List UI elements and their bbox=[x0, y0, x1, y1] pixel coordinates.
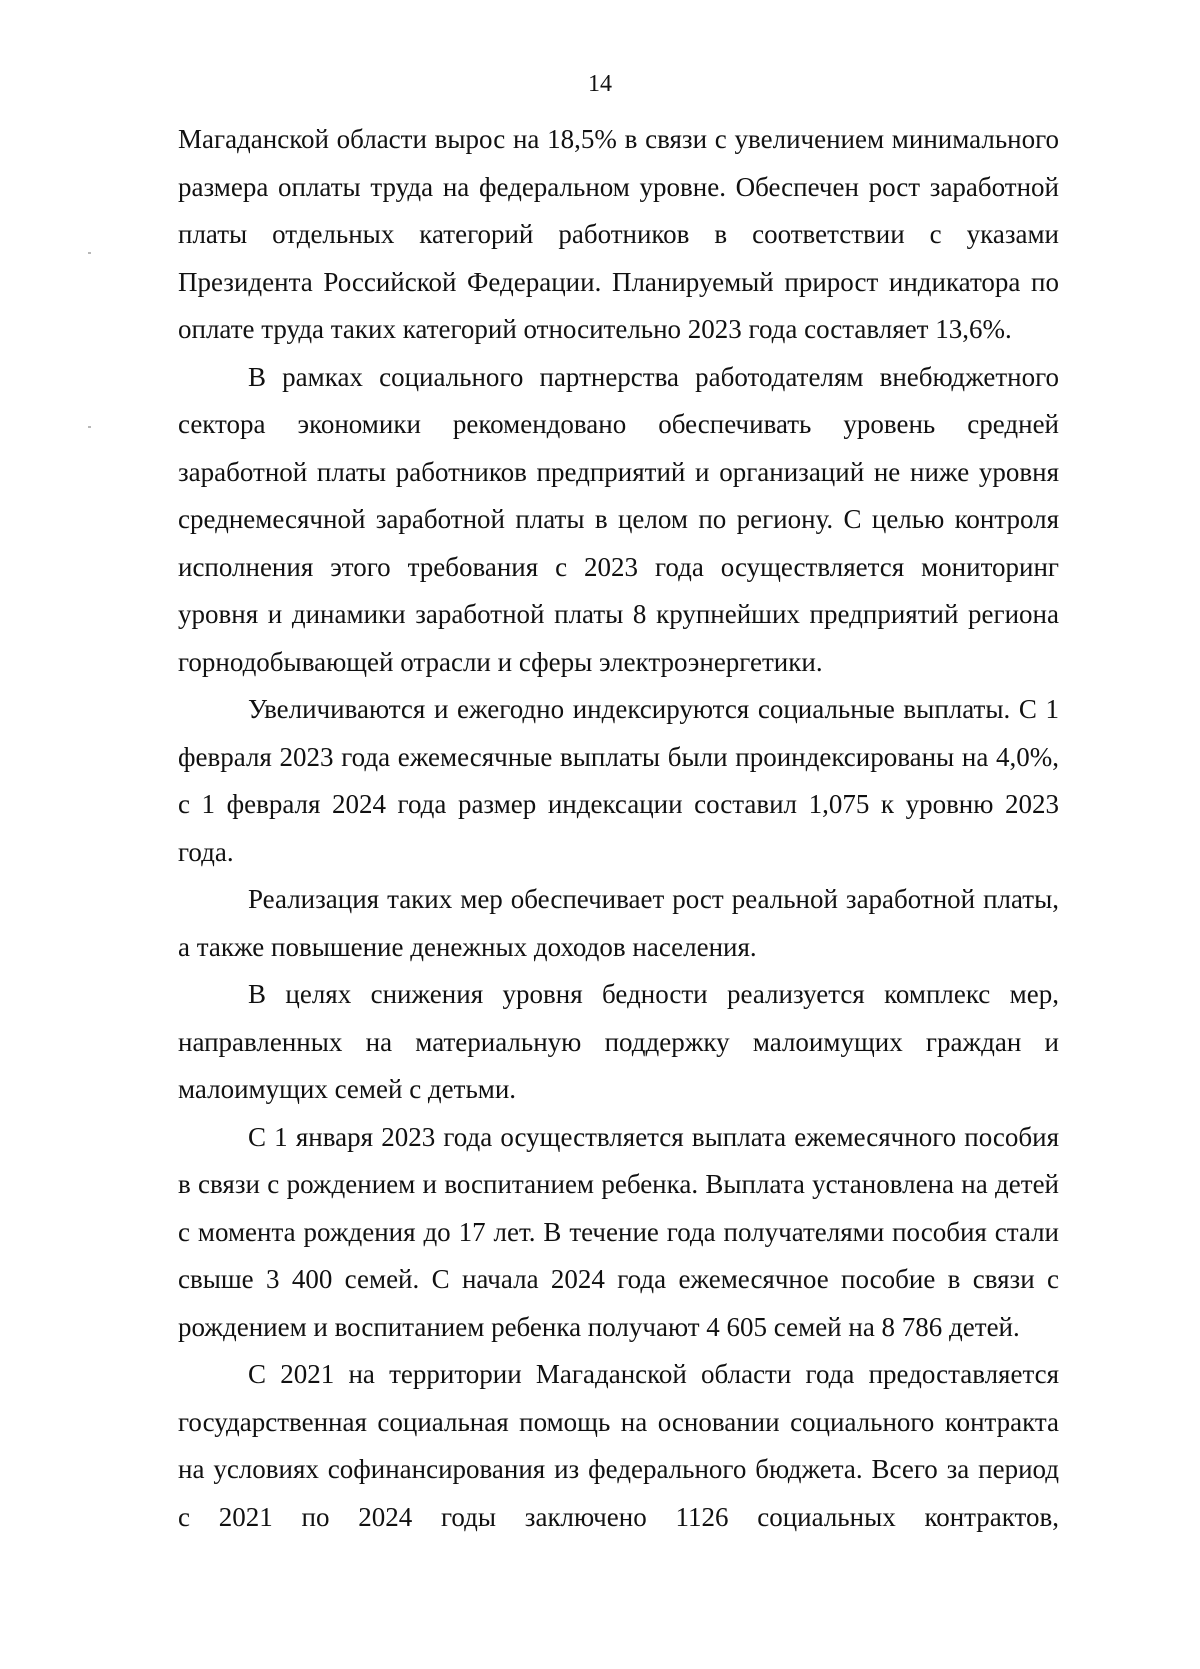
document-body bbox=[178, 116, 1059, 1541]
scan-artifact-mark bbox=[88, 252, 91, 254]
paragraph-child-allowance: С 1 января 2023 года осуществляется выплата ежемесячного пособия в связи с рождением и воспитанием ребенка. Выплата установлена на детей с момента рождения до 17 лет. В течение года получателями пособия стали свыше 3 400 семей. С начала 2024 года ежемесячное пособие в связи с рождением и воспитанием ребенка получают 4 605 семей на 8 786 детей. bbox=[178, 1121, 1059, 1342]
paragraph-social-contract: С 2021 на территории Магаданской области года предоставляется государственная социальная помощь на основании социального контракта на условиях софинансирования из федерального бюджета. Всего за период с 2021 по 2024 годы заключено 1126 социальных контрактов, bbox=[178, 1359, 1059, 1532]
scan-artifact-mark bbox=[88, 426, 91, 428]
paragraph-real-wages: Реализация таких мер обеспечивает рост реальной заработной платы, а также повышение денежных доходов населения. bbox=[178, 884, 1059, 962]
paragraph-continued-wages: Магаданской области вырос на 18,5% в связи с увеличением минимального размера оплаты труда на федеральном уровне. Обеспечен рост заработной платы отдельных категорий работников в соответствии с указами Президента Российской Федерации. Планируемый прирост индикатора по оплате труда таких категорий относительно 2023 года составляет 13,6%. bbox=[178, 124, 1059, 344]
paragraph-social-payments: Увеличиваются и ежегодно индексируются социальные выплаты. С 1 февраля 2023 года ежемесячные выплаты были проиндексированы на 4,0%, с 1 февраля 2024 года размер индексации составил 1,075 к уровню 2023 года. bbox=[178, 694, 1059, 867]
paragraph-social-partnership: В рамках социального партнерства работодателям внебюджетного сектора экономики рекомендовано обеспечивать уровень средней заработной платы работников предприятий и организаций не ниже уровня среднемесячной заработной платы в целом по региону. С целью контроля исполнения этого требования с 2023 года осуществляется мониторинг уровня и динамики заработной платы 8 крупнейших предприятий региона горнодобывающей отрасли и сферы электроэнергетики. bbox=[178, 361, 1059, 677]
page-number: 14 bbox=[588, 71, 612, 97]
paragraph-poverty: В целях снижения уровня бедности реализуется комплекс мер, направленных на материальную поддержку малоимущих граждан и малоимущих семей с детьми. bbox=[178, 979, 1059, 1104]
